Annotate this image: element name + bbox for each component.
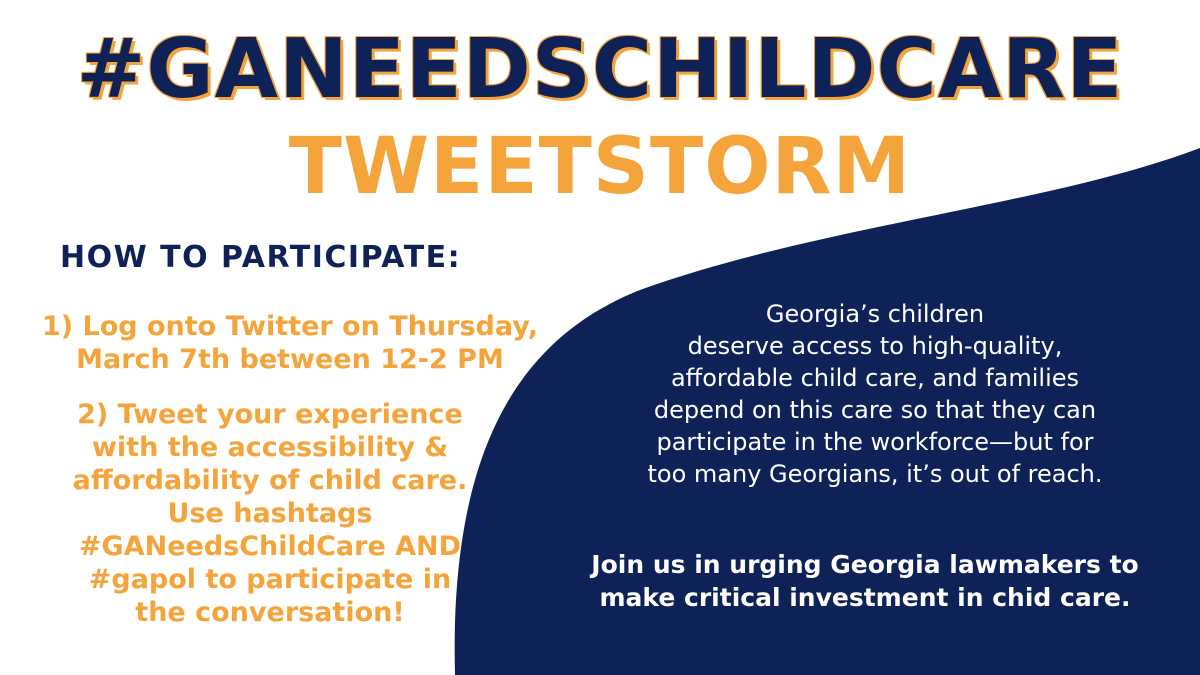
- hashtag-title: #GANEEDSCHILDCARE: [76, 22, 1124, 117]
- call-to-action: [555, 548, 1175, 614]
- step-2-line: affordability of child care.: [72, 465, 468, 496]
- message-line: depend on this care so that they can: [653, 396, 1097, 424]
- step-1-line: March 7th between 12-2 PM: [76, 344, 504, 375]
- message-line: affordable child care, and families: [670, 364, 1080, 392]
- step-2-line: #GANeedsChildCare AND: [78, 531, 462, 562]
- step-2-line: #gapol to participate in: [88, 564, 452, 595]
- message-line: participate in the workforce—but for: [656, 428, 1094, 456]
- step-2-line: the conversation!: [135, 597, 405, 628]
- how-to-participate-heading: HOW TO PARTICIPATE:: [60, 240, 462, 275]
- message-paragraph: [565, 298, 1185, 490]
- step-2-line: Use hashtags: [167, 498, 373, 529]
- cta-line: make critical investment in chid care.: [599, 583, 1131, 612]
- step-1-line: 1) Log onto Twitter on Thursday,: [41, 311, 539, 342]
- step-1: [10, 310, 570, 376]
- step-2-line: with the accessibility &: [91, 432, 449, 463]
- message-line: too many Georgians, it’s out of reach.: [647, 460, 1103, 488]
- step-2: [0, 398, 550, 629]
- cta-line: Join us in urging Georgia lawmakers to: [591, 550, 1139, 579]
- tweetstorm-subtitle: TWEETSTORM: [288, 122, 912, 212]
- step-2-line: 2) Tweet your experience: [77, 399, 463, 430]
- message-line: deserve access to high-quality,: [687, 332, 1063, 360]
- message-line: Georgia’s children: [765, 300, 985, 328]
